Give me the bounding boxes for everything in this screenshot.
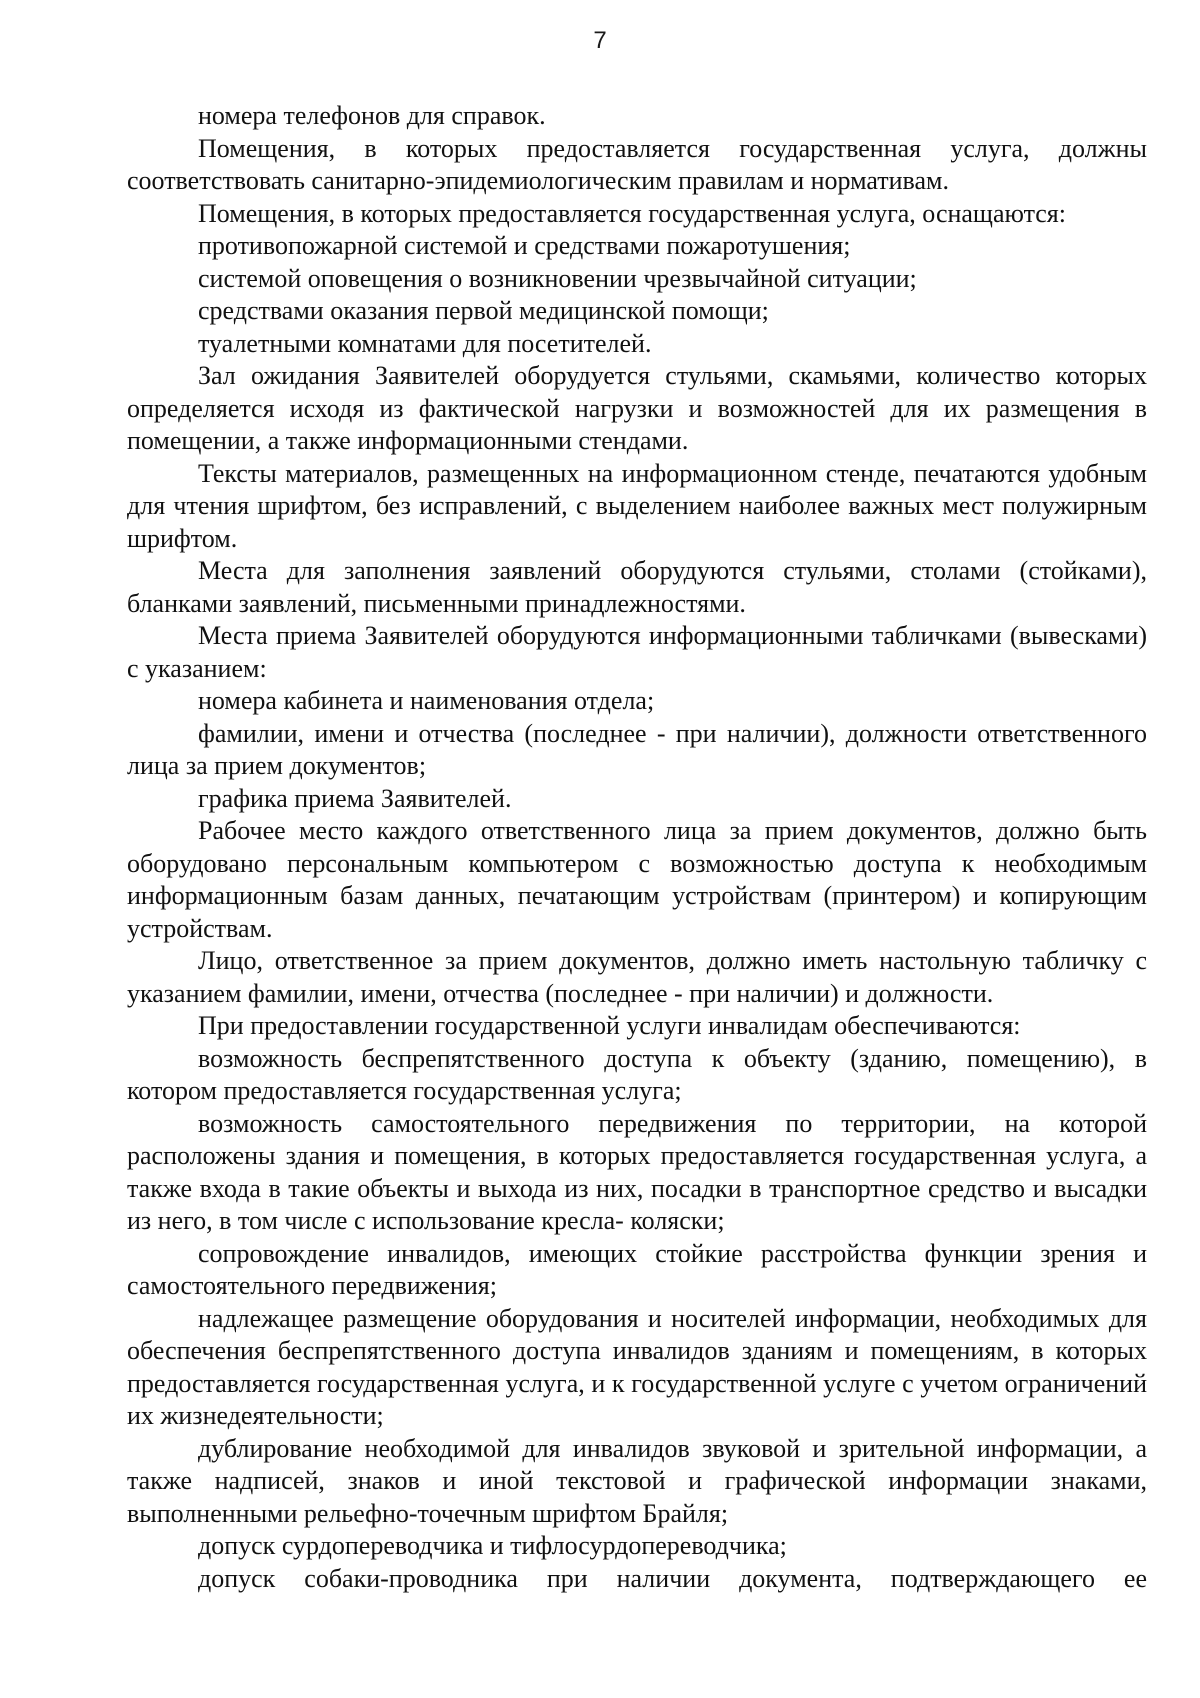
paragraph: системой оповещения о возникновении чрезвычайной ситуации; bbox=[198, 263, 917, 293]
paragraph: средствами оказания первой медицинской помощи; bbox=[198, 296, 769, 325]
paragraph: Помещения, в которых предоставляется государственная услуга, оснащаются: bbox=[198, 198, 1066, 228]
paragraph: допуск собаки-проводника при наличии документа, подтверждающего ее bbox=[198, 1563, 1147, 1593]
paragraph: Помещения, в которых предоставляется государственная услуга, должны соответствовать санитарно-эпидемиологическим правилам и нормативам. bbox=[127, 133, 1147, 195]
paragraph: Рабочее место каждого ответственного лица за прием документов, должно быть оборудовано персональным компьютером с возможностью доступа к необходимым информационным базам данных, печатающим устройствам (принтером) и копирующим устройствам. bbox=[127, 816, 1147, 943]
paragraph: номера кабинета и наименования отдела; bbox=[198, 686, 655, 715]
paragraph: фамилии, имени и отчества (последнее - при наличии), должности ответственного лица за прием документов; bbox=[127, 718, 1147, 780]
paragraph: Зал ожидания Заявителей оборудуется стульями, скамьями, количество которых определяется исходя из фактической нагрузки и возможностей для их размещения в помещении, а также информационными стендами. bbox=[127, 361, 1147, 455]
paragraph: возможность беспрепятственного доступа к объекту (зданию, помещению), в котором предоставляется государственная услуга; bbox=[127, 1043, 1147, 1105]
page-number: 7 bbox=[593, 27, 607, 54]
paragraph: туалетными комнатами для посетителей. bbox=[198, 328, 652, 358]
document-body bbox=[127, 100, 1147, 1595]
paragraph: графика приема Заявителей. bbox=[198, 783, 512, 813]
paragraph: Лицо, ответственное за прием документов, должно иметь настольную табличку с указанием фамилии, имени, отчества (последнее - при наличии) и должности. bbox=[127, 946, 1147, 1008]
paragraph: возможность самостоятельного передвижения по территории, на которой расположены здания и помещения, в которых предоставляется государственная услуга, а также входа в такие объекты и выхода из них, посадки в транспортное средство и высадки из него, в том числе с использование кресла- коляски; bbox=[127, 1108, 1147, 1235]
paragraph: При предоставлении государственной услуги инвалидам обеспечиваются: bbox=[198, 1011, 1021, 1040]
paragraph: допуск сурдопереводчика и тифлосурдопереводчика; bbox=[198, 1531, 787, 1560]
paragraph: Места приема Заявителей оборудуются информационными табличками (вывесками) с указанием: bbox=[127, 621, 1147, 683]
paragraph: противопожарной системой и средствами пожаротушения; bbox=[198, 231, 851, 260]
paragraph: надлежащее размещение оборудования и носителей информации, необходимых для обеспечения беспрепятственного доступа инвалидов зданиям и помещениям, в которых предоставляется государственная услуга, и к государственной услуге с учетом ограничений их жизнедеятельности; bbox=[127, 1303, 1147, 1430]
paragraph: дублирование необходимой для инвалидов звуковой и зрительной информации, а также надписей, знаков и иной текстовой и графической информации знаками, выполненными рельефно-точечным шрифтом Брайля; bbox=[127, 1433, 1147, 1528]
paragraph: Места для заполнения заявлений оборудуются стульями, столами (стойками), бланками заявлений, письменными принадлежностями. bbox=[127, 556, 1147, 618]
paragraph: номера телефонов для справок. bbox=[198, 101, 546, 130]
paragraph: Тексты материалов, размещенных на информационном стенде, печатаются удобным для чтения шрифтом, без исправлений, с выделением наиболее важных мест полужирным шрифтом. bbox=[127, 458, 1147, 553]
paragraph: сопровождение инвалидов, имеющих стойкие расстройства функции зрения и самостоятельного передвижения; bbox=[127, 1238, 1147, 1300]
